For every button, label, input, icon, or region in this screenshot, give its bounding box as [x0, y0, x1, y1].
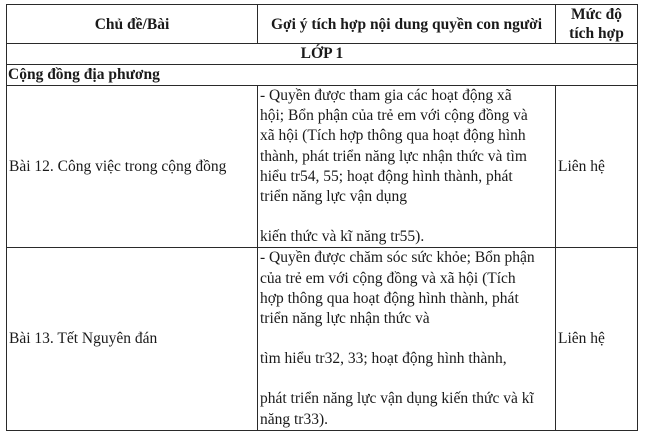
- table-row: [7, 86, 638, 248]
- integration-content: [258, 248, 556, 430]
- content-line: thành, phát triển năng lực nhận thức và tìm: [260, 147, 527, 165]
- grade-label: LỚP 1: [7, 44, 638, 65]
- header-level: [556, 5, 638, 44]
- section-label: Cộng đồng địa phương: [7, 65, 638, 86]
- content-line: hội; Bổn phận của trẻ em với cộng đồng và: [260, 107, 528, 125]
- grade-row: [7, 44, 638, 65]
- blank-line: [260, 329, 553, 349]
- content-line: triển năng lực vận dụng: [260, 188, 408, 206]
- integration-level: Liên hệ: [556, 248, 638, 430]
- header-level-line-2: tích hợp: [569, 25, 624, 42]
- blank-line: [260, 207, 553, 227]
- section-row: [7, 65, 638, 86]
- header-topic: Chủ đề/Bài: [7, 5, 258, 44]
- content-line: tìm hiểu tr32, 33; hoạt động hình thành,: [260, 350, 507, 368]
- content-line: hợp thông qua hoạt động hình thành, phát: [260, 289, 519, 307]
- header-row: [7, 5, 638, 44]
- content-line: của trẻ em với cộng đồng và xã hội (Tích: [260, 269, 516, 287]
- content-line: hiểu tr54, 55; hoạt động hình thành, phát: [260, 167, 513, 185]
- table-row: [7, 248, 638, 430]
- blank-line: [260, 369, 553, 389]
- content-line: - Quyền được chăm sóc sức khỏe; Bổn phận: [260, 249, 535, 267]
- header-suggestion: Gợi ý tích hợp nội dung quyền con người: [258, 5, 556, 44]
- lesson-title: Bài 12. Công việc trong cộng đồng: [7, 86, 258, 248]
- content-line: xã hội (Tích hợp thông qua hoạt động hình: [260, 127, 526, 145]
- content-line: triển năng lực nhận thức và: [260, 310, 430, 328]
- content-line: phát triển năng lực vận dụng kiến thức và kĩ: [260, 390, 534, 408]
- header-level-line-1: Mức độ: [570, 6, 623, 23]
- lesson-title: Bài 13. Tết Nguyên đán: [7, 248, 258, 430]
- integration-level: Liên hệ: [556, 86, 638, 248]
- human-rights-integration-table: [6, 4, 638, 431]
- content-line: - Quyền được tham gia các hoạt động xã: [260, 87, 512, 104]
- integration-content: [258, 86, 556, 248]
- content-line: kiến thức và kĩ năng tr55).: [260, 228, 425, 246]
- content-line: năng tr33).: [260, 410, 329, 428]
